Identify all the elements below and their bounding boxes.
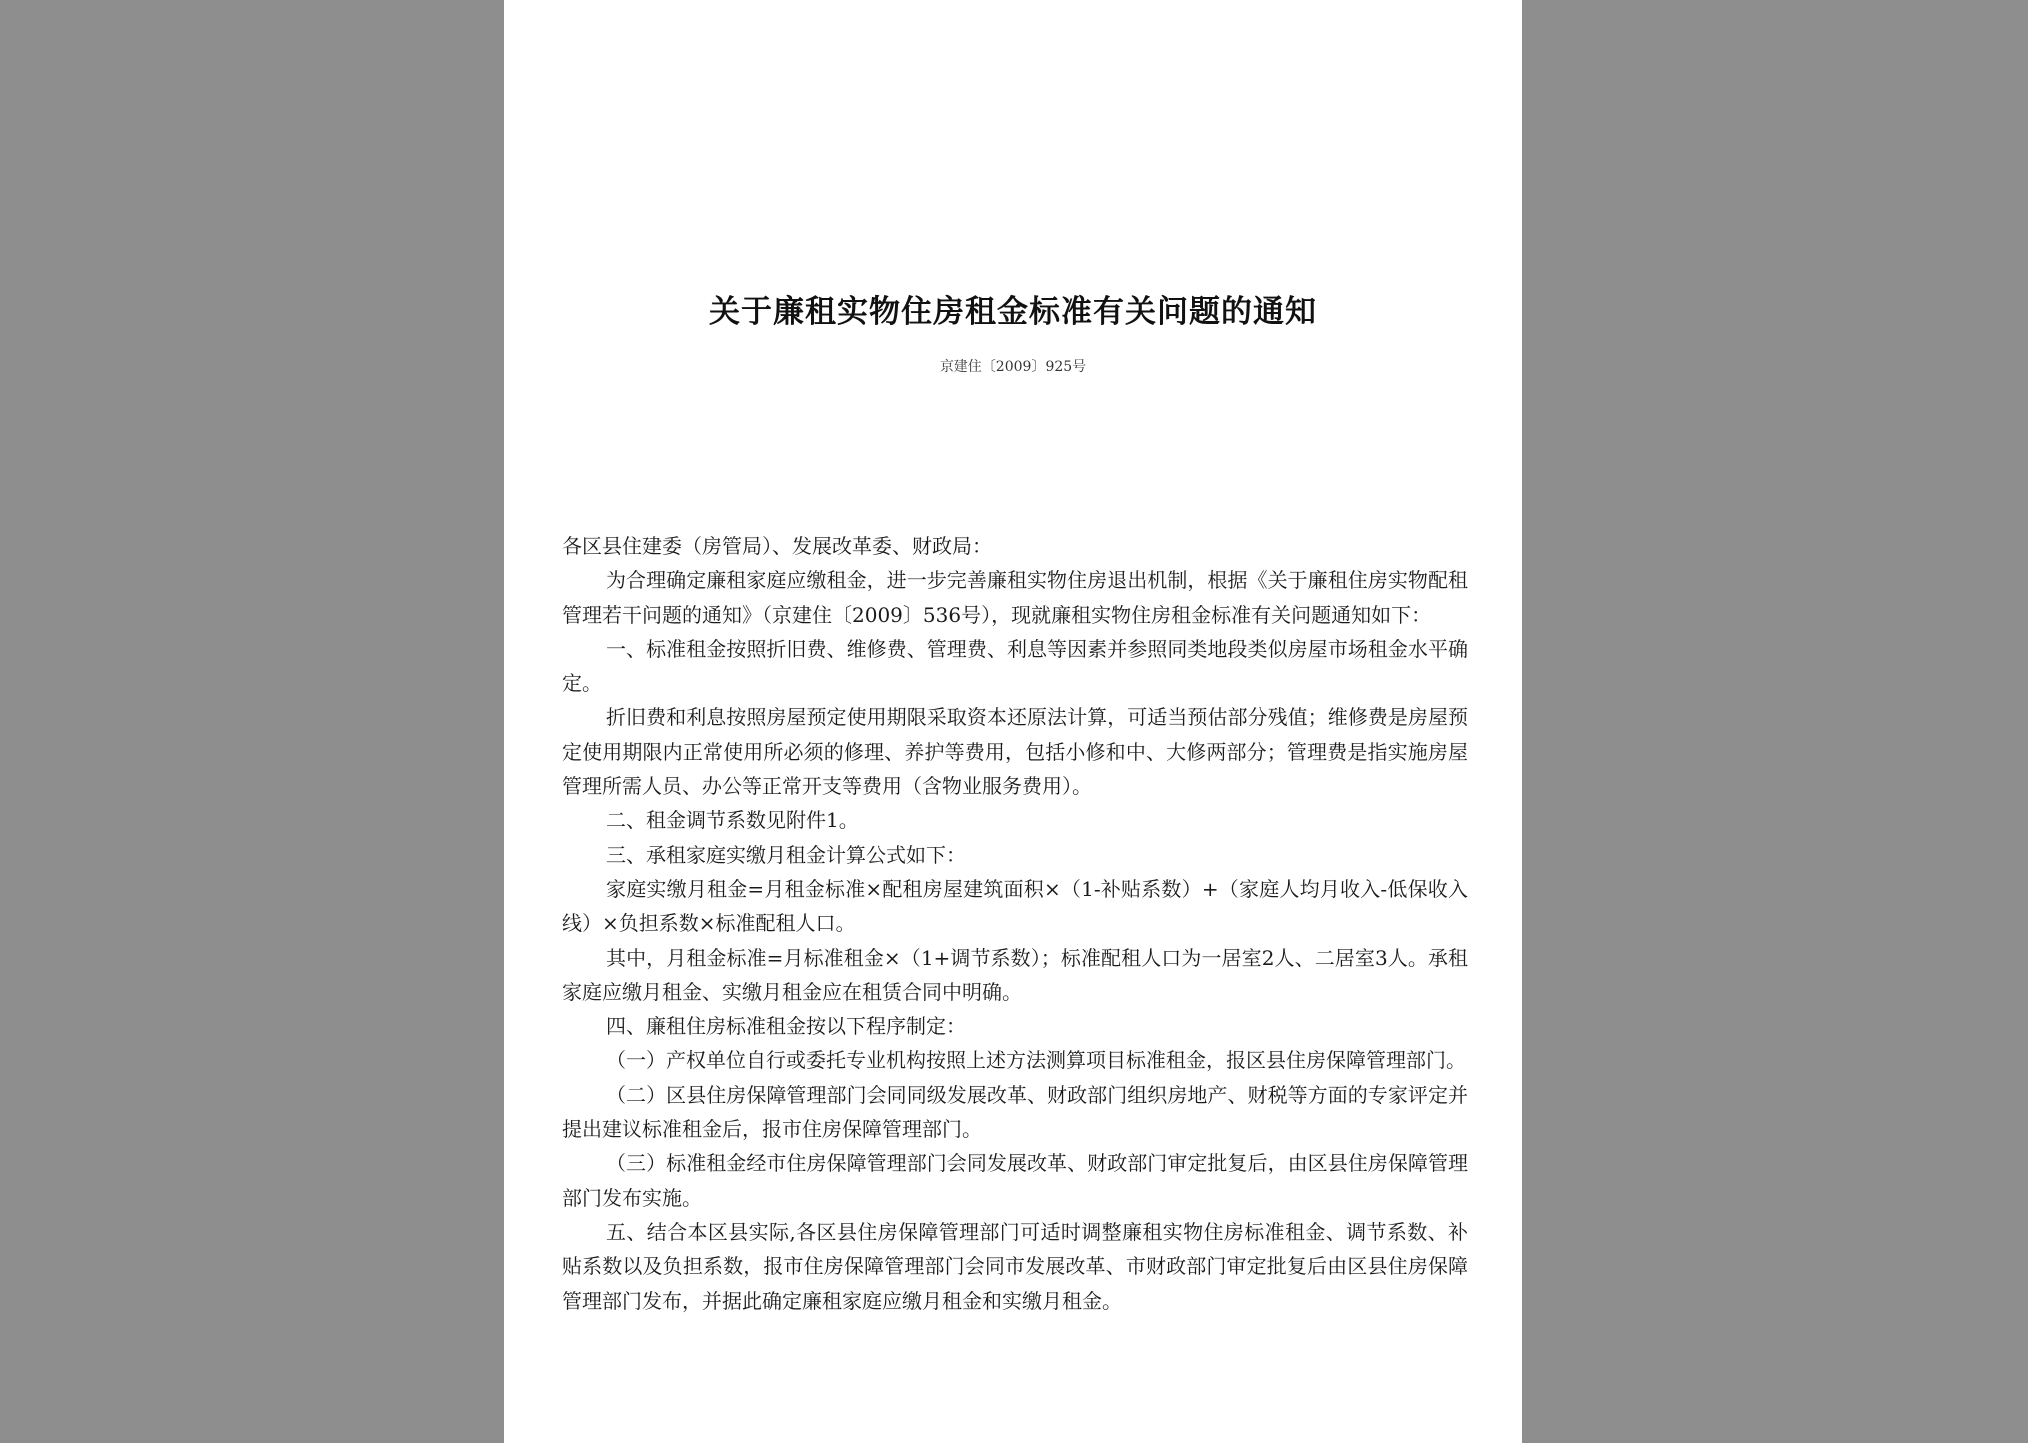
paragraph-item-4-1: （一）产权单位自行或委托专业机构按照上述方法测算项目标准租金，报区县住房保障管理部门。 — [606, 1048, 1466, 1073]
document-page — [504, 0, 1522, 1443]
addressee: 各区县住建委（房管局）、发展改革委、财政局： — [562, 534, 992, 558]
paragraph-formula-note: 其中，月租金标准=月标准租金×（1+调节系数）；标准配租人口为一居室2人、二居室3人。承租家庭应缴月租金、实缴月租金应在租赁合同中明确。 — [562, 945, 1468, 1004]
paragraph-formula: 家庭实缴月租金=月租金标准×配租房屋建筑面积×（1-补贴系数）+（家庭人均月收入-低保收入线）×负担系数×标准配租人口。 — [562, 876, 1468, 936]
paragraph-item-1: 一、标准租金按照折旧费、维修费、管理费、利息等因素并参照同类地段类似房屋市场租金水平确定。 — [562, 636, 1468, 696]
document-body — [562, 529, 1468, 1318]
paragraph-item-5: 五、结合本区县实际,各区县住房保障管理部门可适时调整廉租实物住房标准租金、调节系数、补贴系数以及负担系数，报市住房保障管理部门会同市发展改革、市财政部门审定批复后由区县住房保障管理部门发布，并据此确定廉租家庭应缴月租金和实缴月租金。 — [562, 1219, 1468, 1313]
document-title: 关于廉租实物住房租金标准有关问题的通知 — [709, 294, 1317, 330]
paragraph-item-1-detail: 折旧费和利息按照房屋预定使用期限采取资本还原法计算，可适当预估部分残值；维修费是房屋预定使用期限内正常使用所必须的修理、养护等费用，包括小修和中、大修两部分；管理费是指实施房屋管理所需人员、办公等正常开支等费用（含物业服务费用）。 — [562, 705, 1468, 799]
paragraph-intro: 为合理确定廉租家庭应缴租金，进一步完善廉租实物住房退出机制，根据《关于廉租住房实物配租管理若干问题的通知》（京建住〔2009〕536号），现就廉租实物住房租金标准有关问题通知如下： — [562, 568, 1468, 627]
paragraph-item-4-2: （二）区县住房保障管理部门会同同级发展改革、财政部门组织房地产、财税等方面的专家评定并提出建议标准租金后，报市住房保障管理部门。 — [562, 1082, 1468, 1142]
paragraph-item-3: 三、承租家庭实缴月租金计算公式如下： — [606, 842, 966, 867]
document-number: 京建住〔2009〕925号 — [939, 359, 1087, 375]
paragraph-item-2: 二、租金调节系数见附件1。 — [606, 808, 859, 833]
paragraph-item-4-3: （三）标准租金经市住房保障管理部门会同发展改革、财政部门审定批复后，由区县住房保障管理部门发布实施。 — [562, 1151, 1468, 1210]
paragraph-item-4: 四、廉租住房标准租金按以下程序制定： — [606, 1014, 966, 1039]
